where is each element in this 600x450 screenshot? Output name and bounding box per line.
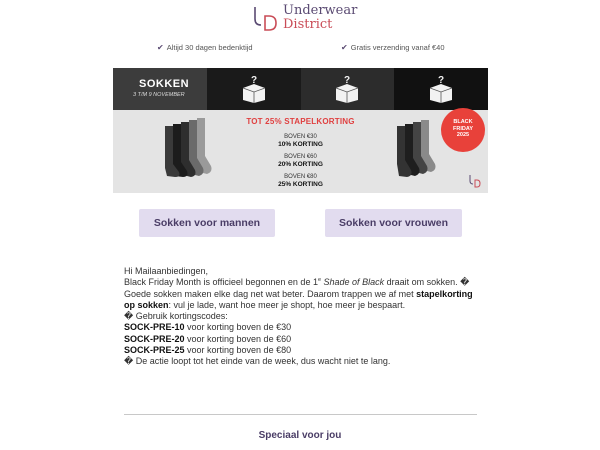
banner-date-range: 3 T/M 9 NOVEMBER — [133, 92, 185, 98]
tier-threshold: BOVEN €30 — [284, 134, 317, 140]
intro-text-end: draait om sokken. — [384, 277, 461, 288]
brand-name-line2: District — [283, 17, 333, 32]
closing-line — [124, 356, 484, 367]
banner-top-strip — [113, 68, 488, 110]
brand-logo-mark-icon — [251, 4, 279, 32]
codes-intro — [124, 311, 484, 322]
shop-men-socks-button[interactable]: Sokken voor mannen — [139, 209, 275, 237]
mystery-box-icon — [427, 74, 455, 104]
discount-code-line — [124, 322, 484, 333]
discount-code-text: voor korting boven de €80 — [184, 345, 292, 356]
tier-discount: 10% KORTING — [278, 141, 323, 148]
brand-logo[interactable] — [251, 2, 363, 34]
intro-text: Black Friday Month is officieel begonnen en de 1 — [124, 277, 318, 288]
discount-code-text: voor korting boven de €30 — [184, 322, 292, 333]
tier-threshold: BOVEN €80 — [284, 174, 317, 180]
intro-paragraph — [124, 277, 484, 288]
mystery-box-2 — [301, 68, 395, 110]
mystery-mark: ? — [438, 75, 445, 86]
emoji-icon: � — [124, 311, 134, 322]
usp-free-shipping — [341, 43, 445, 52]
badge-line: FRIDAY — [453, 125, 473, 132]
email-header — [0, 0, 600, 38]
discount-text: Goede sokken maken elke dag net wat beter. Daarom trappen we af met — [124, 288, 417, 299]
emoji-icon: � — [124, 356, 134, 367]
tier-discount: 20% KORTING — [278, 161, 323, 168]
black-friday-badge — [441, 108, 485, 152]
mystery-box-icon — [240, 74, 268, 104]
closing-text: De actie loopt tot het einde van de week, dus wacht niet te lang. — [133, 356, 391, 367]
special-for-you-heading: Speciaal voor jou — [258, 430, 342, 441]
usp-text: Altijd 30 dagen bedenktijd — [166, 43, 253, 52]
mystery-box-icon — [333, 74, 361, 104]
mystery-mark: ? — [250, 75, 257, 86]
codes-intro-text: Gebruik kortingscodes: — [133, 311, 228, 322]
badge-line: BLACK — [453, 119, 473, 125]
usp-text: Gratis verzending vanaf €40 — [350, 43, 445, 52]
shop-women-socks-button[interactable]: Sokken voor vrouwen — [325, 209, 462, 237]
discount-code-text: voor korting boven de €60 — [184, 333, 292, 344]
section-divider — [124, 414, 477, 415]
email-body — [124, 266, 484, 368]
mystery-mark: ? — [344, 75, 351, 86]
ordinal-suffix: e — [317, 277, 322, 284]
check-icon: ✔ — [341, 43, 348, 52]
discount-highlight: stapelkorting op sokken — [124, 288, 473, 310]
stack-discount-paragraph — [124, 289, 484, 312]
badge-line: 2025 — [456, 132, 470, 138]
tier-threshold: BOVEN €60 — [284, 154, 317, 160]
mystery-box-1 — [207, 68, 301, 110]
discount-text-end: : vul je lade, want hoe meer je shopt, hoe meer je bespaart. — [168, 299, 406, 310]
discount-code: SOCK-PRE-25 — [124, 345, 185, 356]
socks-men-image-icon — [157, 116, 213, 178]
banner-headline: TOT 25% STAPELKORTING — [246, 117, 355, 126]
discount-code: SOCK-PRE-20 — [124, 333, 185, 344]
usp-return-policy — [157, 43, 253, 52]
promo-banner[interactable] — [113, 68, 488, 193]
brand-name-line1: Underwear — [283, 3, 358, 18]
socks-women-image-icon — [383, 118, 439, 180]
usp-bar — [0, 43, 600, 55]
brand-logo-text — [283, 4, 357, 32]
discount-code-line — [124, 334, 484, 345]
banner-title: SOKKEN — [139, 78, 190, 90]
tier-discount: 25% KORTING — [278, 181, 323, 188]
banner-logo-mark-icon — [469, 174, 481, 188]
banner-title-block — [113, 68, 207, 110]
discount-code: SOCK-PRE-10 — [124, 322, 185, 333]
check-icon: ✔ — [157, 43, 164, 52]
campaign-name: Shade of Black — [323, 277, 385, 288]
emoji-icon: � — [460, 277, 470, 288]
discount-code-line — [124, 345, 484, 356]
mystery-box-3 — [394, 68, 488, 110]
greeting: Hi Mailaanbiedingen, — [124, 266, 209, 276]
